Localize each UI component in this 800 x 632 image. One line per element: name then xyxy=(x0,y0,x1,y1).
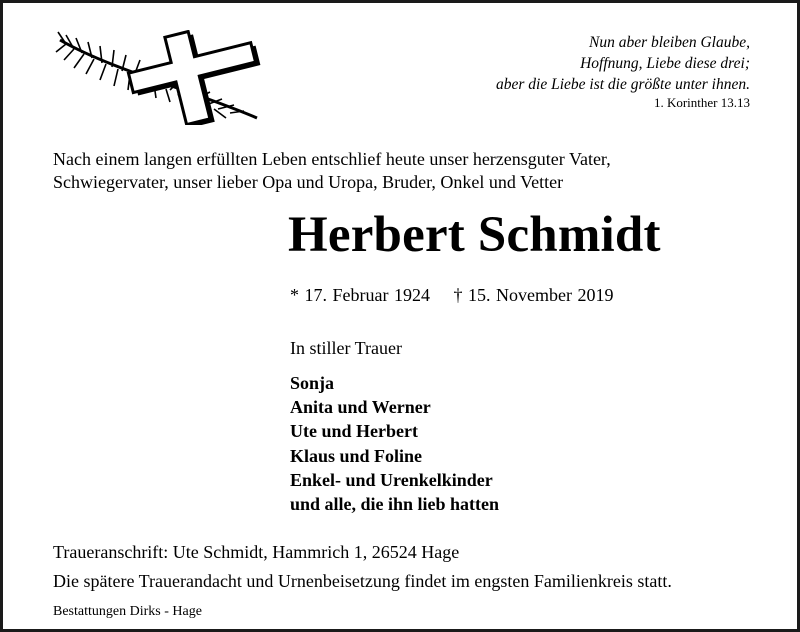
birth-date: * 17. Februar 1924 xyxy=(290,285,430,305)
intro-line: Nach einem langen erfüllten Leben entschlief heute unser herzensguter Vater, xyxy=(53,149,611,169)
death-date: † 15. November 2019 xyxy=(453,285,614,305)
service-notice: Die spätere Trauerandacht und Urnenbeisetzung findet im engsten Familienkreis statt. xyxy=(53,571,672,591)
deceased-name: Herbert Schmidt xyxy=(288,207,661,263)
quote-line: Nun aber bleiben Glaube, xyxy=(588,34,750,51)
life-dates xyxy=(290,285,631,306)
quote-reference: 1. Korinther 13.13 xyxy=(653,95,750,110)
family-member: Enkel- und Urenkelkinder xyxy=(290,469,493,490)
bible-quote xyxy=(496,32,750,95)
family-member: und alle, die ihn lieb hatten xyxy=(290,494,500,515)
family-list xyxy=(290,371,499,516)
mourning-address: Traueranschrift: Ute Schmidt, Hammrich 1, 26524 Hage xyxy=(53,542,460,562)
quote-line: Hoffnung, Liebe diese drei; xyxy=(580,55,750,72)
family-member: Ute und Herbert xyxy=(290,421,418,442)
mourning-label: In stiller Trauer xyxy=(290,338,402,358)
intro-text xyxy=(53,148,611,194)
undertaker: Bestattungen Dirks - Hage xyxy=(53,604,202,619)
quote-line: aber die Liebe ist die größte unter ihnen. xyxy=(496,76,750,93)
palm-frond-cross-icon xyxy=(52,30,292,125)
family-member: Sonja xyxy=(290,373,335,393)
family-member: Klaus und Foline xyxy=(290,445,423,466)
intro-line: Schwiegervater, unser lieber Opa und Uropa, Bruder, Onkel und Vetter xyxy=(53,172,564,192)
family-member: Anita und Werner xyxy=(290,397,431,418)
